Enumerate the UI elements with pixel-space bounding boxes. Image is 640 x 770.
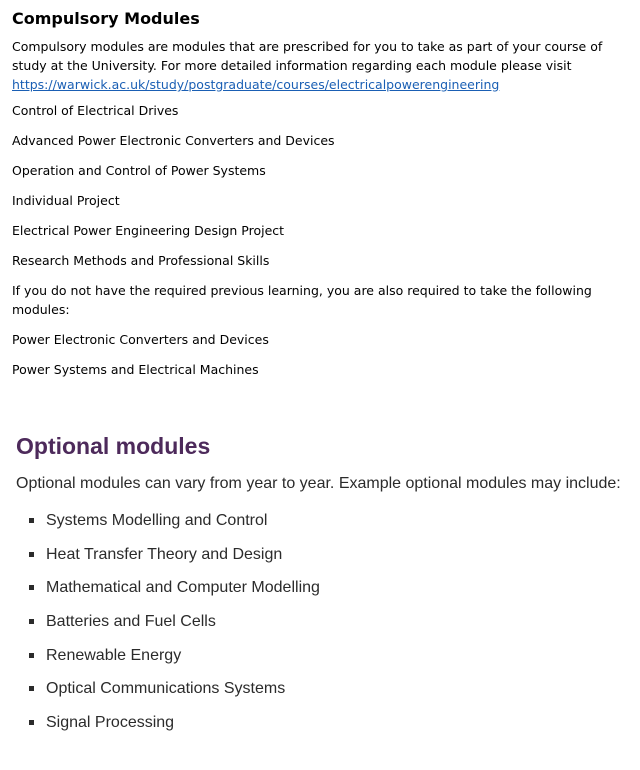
compulsory-modules-section (12, 8, 634, 379)
optional-module-list (16, 510, 628, 734)
optional-module-label: Signal Processing (46, 714, 175, 732)
compulsory-intro-paragraph (12, 37, 634, 94)
square-bullet-icon (29, 619, 34, 624)
prerequisite-note: If you do not have the required previous learning, you are also required to take the following modules: (12, 283, 592, 317)
optional-modules-section (16, 430, 628, 746)
square-bullet-icon (29, 653, 34, 658)
compulsory-module-item: Control of Electrical Drives (12, 103, 179, 118)
optional-module-item (16, 678, 628, 700)
prerequisite-module-item: Power Electronic Converters and Devices (12, 332, 269, 347)
square-bullet-icon (29, 518, 34, 523)
optional-module-item (16, 577, 628, 599)
compulsory-modules-heading: Compulsory Modules (12, 9, 200, 28)
optional-intro-paragraph: Optional modules can vary from year to year. Example optional modules may include: (16, 475, 621, 492)
compulsory-module-list (12, 101, 634, 270)
compulsory-intro-text: Compulsory modules are modules that are prescribed for you to take as part of your course of study at the University. For more detailed information regarding each module please visit (12, 39, 603, 73)
square-bullet-icon (29, 686, 34, 691)
prerequisite-module-item: Power Systems and Electrical Machines (12, 362, 259, 377)
compulsory-module-item: Electrical Power Engineering Design Project (12, 223, 285, 238)
optional-module-label: Batteries and Fuel Cells (46, 613, 216, 631)
compulsory-module-item: Operation and Control of Power Systems (12, 163, 266, 178)
square-bullet-icon (29, 552, 34, 557)
square-bullet-icon (29, 720, 34, 725)
compulsory-module-item: Individual Project (12, 193, 120, 208)
prerequisite-module-list (12, 330, 634, 379)
optional-module-label: Heat Transfer Theory and Design (46, 545, 283, 563)
optional-module-label: Optical Communications Systems (46, 680, 286, 698)
optional-module-label: Renewable Energy (46, 646, 182, 664)
compulsory-module-item: Advanced Power Electronic Converters and Devices (12, 133, 335, 148)
optional-module-item (16, 611, 628, 633)
optional-module-item (16, 645, 628, 667)
optional-module-item (16, 510, 628, 532)
optional-module-label: Mathematical and Computer Modelling (46, 579, 320, 597)
optional-module-item (16, 712, 628, 734)
optional-modules-heading: Optional modules (16, 433, 211, 459)
course-page-link[interactable]: https://warwick.ac.uk/study/postgraduate/courses/electricalpowerengineering (12, 77, 500, 92)
square-bullet-icon (29, 585, 34, 590)
compulsory-module-item: Research Methods and Professional Skills (12, 253, 270, 268)
optional-module-item (16, 544, 628, 566)
optional-module-label: Systems Modelling and Control (46, 512, 268, 529)
